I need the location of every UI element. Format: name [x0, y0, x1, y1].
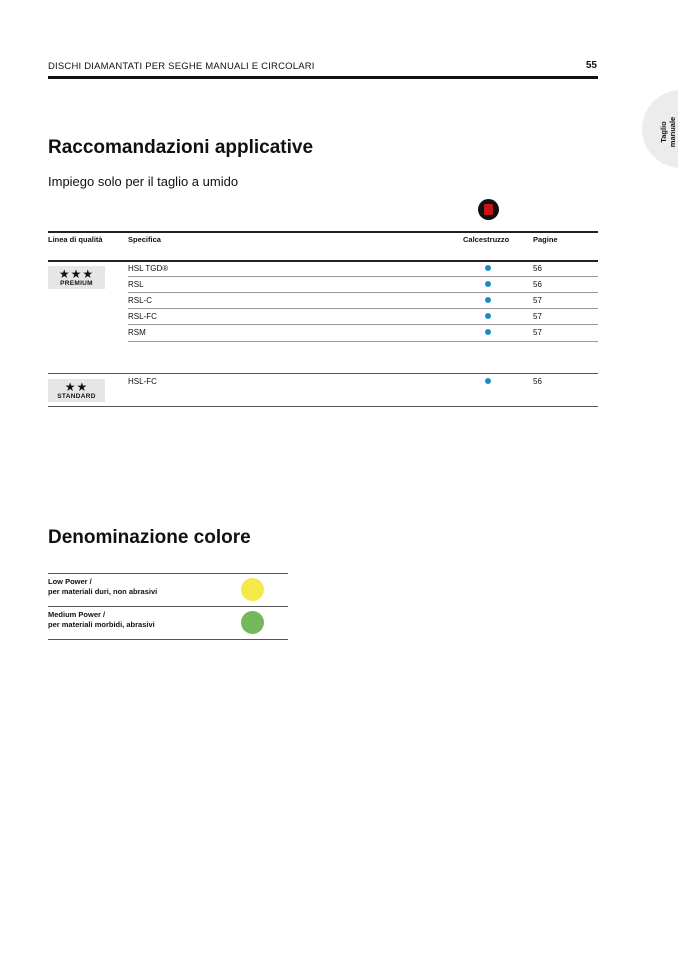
page-ref[interactable]: 57	[533, 296, 542, 305]
legend-item-medium-power	[48, 610, 155, 630]
page-number: 55	[585, 60, 597, 71]
spec-name: HSL-FC	[128, 377, 157, 386]
row-divider	[128, 324, 598, 325]
column-quality: Linea di qualità	[48, 235, 103, 244]
table-bottom-rule	[48, 406, 598, 407]
green-swatch-icon	[241, 611, 264, 634]
row-divider	[128, 292, 598, 293]
row-divider	[128, 308, 598, 309]
page-ref[interactable]: 57	[533, 328, 542, 337]
recommendations-subtitle: Impiego solo per il taglio a umido	[48, 174, 239, 189]
applicable-dot-icon	[485, 378, 491, 384]
table-header-rule	[48, 260, 598, 262]
quality-badge-standard	[48, 379, 105, 402]
row-divider	[128, 276, 598, 277]
table-top-rule	[48, 231, 598, 233]
applicable-dot-icon	[485, 265, 491, 271]
quality-badge-premium	[48, 266, 105, 289]
header-divider	[48, 76, 598, 79]
spec-name: RSM	[128, 328, 146, 337]
legend-bottom-rule	[48, 639, 288, 640]
applicable-dot-icon	[485, 329, 491, 335]
header-title: DISCHI DIAMANTATI PER SEGHE MANUALI E CIRCOLARI	[48, 61, 315, 72]
applicable-dot-icon	[485, 281, 491, 287]
legend-item-name: Low Power /	[48, 577, 92, 586]
applicable-dot-icon	[485, 297, 491, 303]
legend-item-name: Medium Power /	[48, 610, 106, 619]
legend-row-divider	[48, 606, 288, 607]
row-divider	[128, 341, 598, 342]
column-spec: Specifica	[128, 235, 161, 244]
side-tab-label	[659, 100, 677, 164]
color-legend-title: Denominazione colore	[48, 527, 251, 548]
legend-item-low-power	[48, 577, 157, 597]
page-ref[interactable]: 56	[533, 280, 542, 289]
legend-item-description: per materiali duri, non abrasivi	[48, 587, 158, 596]
spec-name: RSL-FC	[128, 312, 157, 321]
spec-name: HSL TGD®	[128, 264, 169, 273]
page-ref[interactable]: 56	[533, 377, 542, 386]
legend-top-rule	[48, 573, 288, 574]
quality-label: STANDARD	[57, 393, 96, 400]
yellow-swatch-icon	[241, 578, 264, 601]
quality-label: PREMIUM	[60, 280, 93, 287]
legend-item-description: per materiali morbidi, abrasivi	[48, 620, 155, 629]
recommendations-title: Raccomandazioni applicative	[48, 137, 314, 158]
side-tab-line2: manuale	[668, 116, 677, 148]
column-material: Calcestruzzo	[463, 235, 510, 244]
side-tab-line1: Taglio	[659, 121, 668, 143]
stars-icon: ★★★	[58, 267, 95, 281]
group-divider	[48, 373, 598, 374]
page-ref[interactable]: 56	[533, 264, 542, 273]
concrete-icon	[478, 199, 499, 220]
stars-icon: ★★	[64, 380, 89, 394]
spec-name: RSL-C	[128, 296, 153, 305]
column-pages: Pagine	[533, 235, 558, 244]
spec-name: RSL	[128, 280, 144, 289]
page-ref[interactable]: 57	[533, 312, 542, 321]
applicable-dot-icon	[485, 313, 491, 319]
